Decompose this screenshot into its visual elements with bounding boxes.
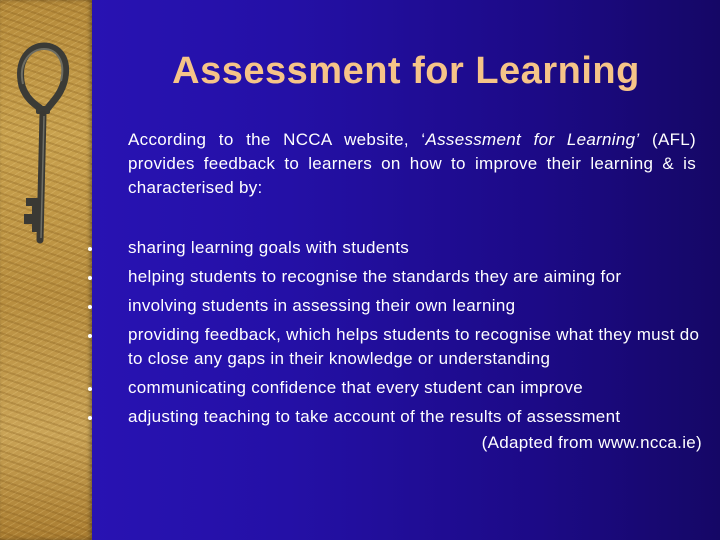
intro-text-end: (AFL) provides feedback to learners on how to improve their learning & is characterised by: <box>128 130 697 197</box>
bullet-item <box>128 265 702 289</box>
bullet-dot-icon <box>88 276 92 280</box>
bullet-list <box>128 236 702 434</box>
intro-emphasis: Assessment for Learning’ <box>425 130 640 149</box>
bullet-dot-icon <box>88 387 92 391</box>
bullet-text: helping students to recognise the standards they are aiming for <box>128 267 622 286</box>
key-icon <box>0 40 92 270</box>
bullet-dot-icon <box>88 334 92 338</box>
source-citation: (Adapted from www.ncca.ie) <box>481 433 702 452</box>
bullet-text: providing feedback, which helps students to recognise what they must do to close any gaps in their knowledge or understanding <box>128 325 700 368</box>
bullet-text: communicating confidence that every student can improve <box>128 377 583 397</box>
bullet-text: adjusting teaching to take account of the results of assessment <box>128 406 621 426</box>
bullet-item <box>128 294 702 318</box>
intro-text-start: According to the NCCA website, ‘ <box>128 130 426 149</box>
wood-texture-strip <box>0 0 92 540</box>
bullet-dot-icon <box>88 416 92 420</box>
bullet-item <box>128 376 702 400</box>
bullet-dot-icon <box>88 247 92 251</box>
bullet-text: sharing learning goals with students <box>128 238 410 257</box>
slide-title: Assessment for Learning <box>172 50 640 92</box>
bullet-item <box>128 405 702 429</box>
bullet-dot-icon <box>88 305 92 309</box>
bullet-item <box>128 323 702 370</box>
bullet-text: involving students in assessing their own learning <box>128 296 516 315</box>
bullet-item <box>128 236 702 260</box>
intro-paragraph <box>128 128 696 200</box>
